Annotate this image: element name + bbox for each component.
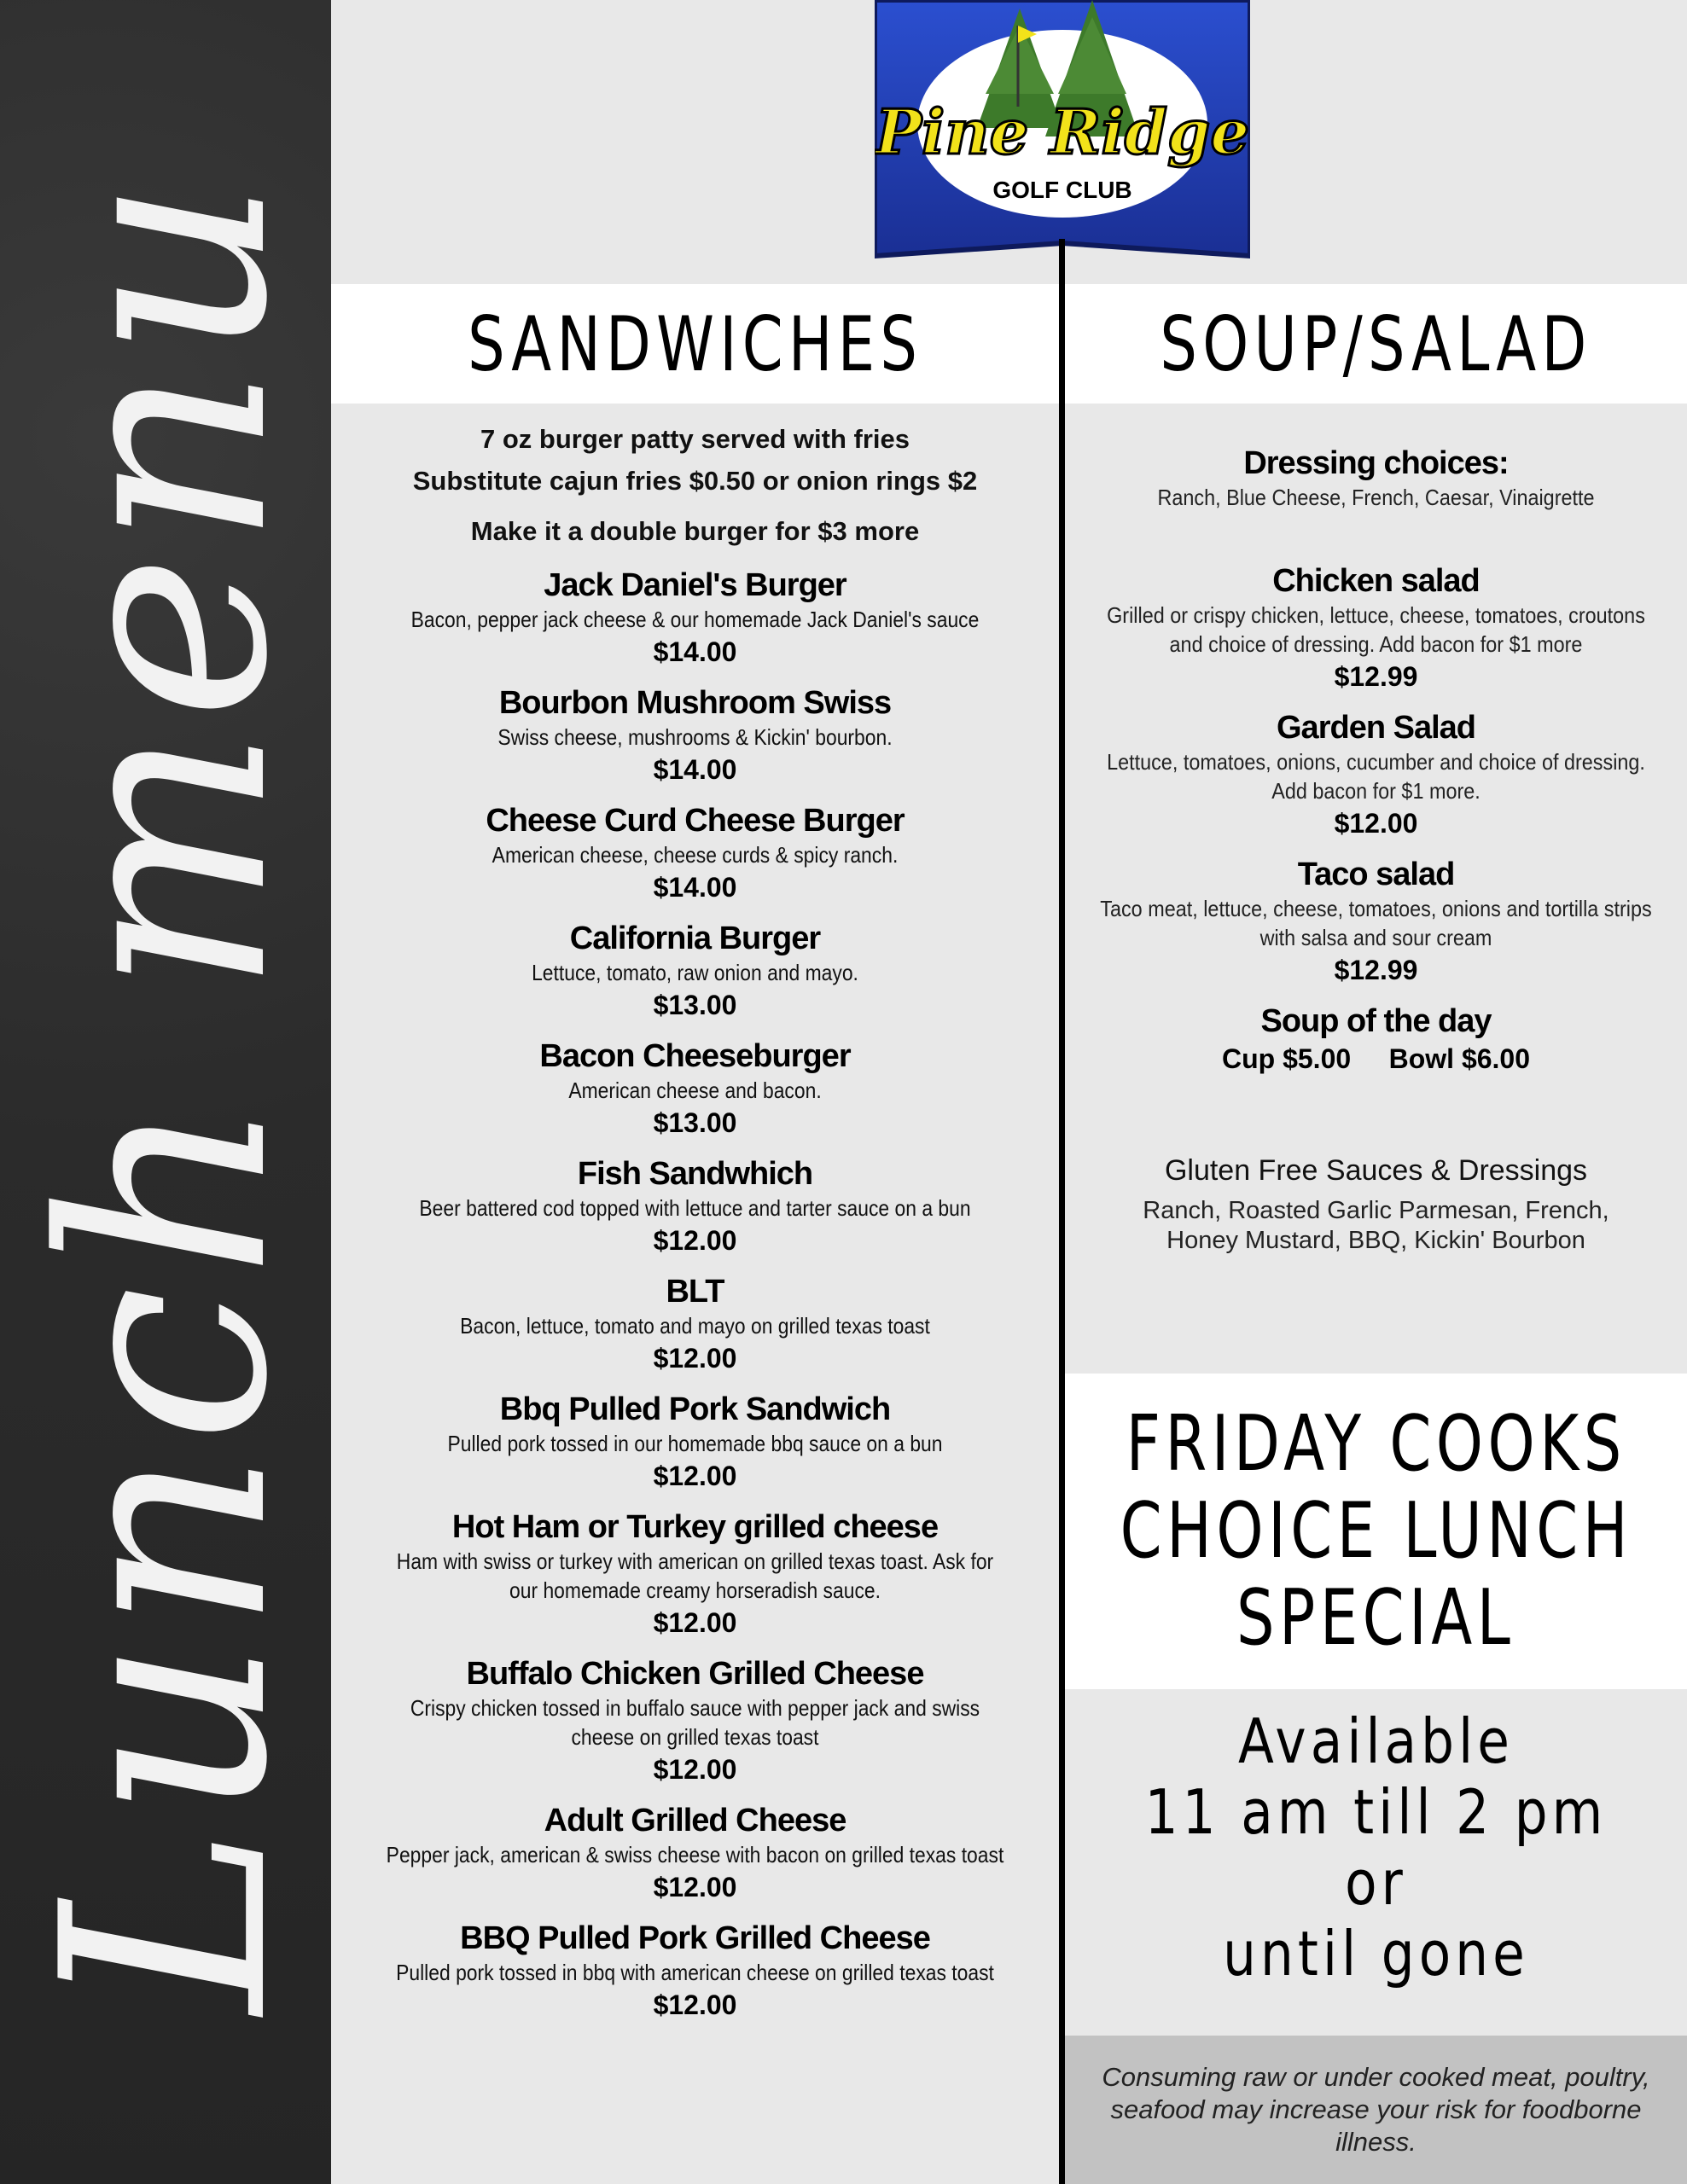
- menu-item: [331, 801, 1059, 905]
- left-banner: [0, 0, 331, 2184]
- item-description: Swiss cheese, mushrooms & Kickin' bourbon.: [497, 724, 893, 750]
- friday-title-line: FRIDAY COOKS: [1126, 1399, 1626, 1489]
- gluten-free-line: Honey Mustard, BBQ, Kickin' Bourbon: [1166, 1227, 1585, 1254]
- intro-line: Substitute cajun fries $0.50 or onion rings $2: [412, 466, 978, 496]
- item-name: Bourbon Mushroom Swiss: [498, 685, 892, 721]
- item-name: California Burger: [569, 921, 821, 956]
- item-name: Cheese Curd Cheese Burger: [486, 803, 905, 839]
- item-price: $12.99: [1334, 955, 1418, 985]
- item-price: $12.00: [653, 1872, 737, 1902]
- logo-name: Pine Ridge: [875, 96, 1250, 168]
- item-price: $12.00: [653, 1989, 737, 2020]
- menu-item: [331, 1037, 1059, 1141]
- item-name: Garden Salad: [1277, 710, 1475, 746]
- menu-item: [331, 1654, 1059, 1787]
- item-name: Fish Sandwhich: [577, 1156, 813, 1192]
- item-name: Chicken salad: [1272, 563, 1480, 599]
- availability-line: or: [1345, 1847, 1407, 1919]
- soup-salad-header: [1065, 284, 1687, 404]
- menu-item: [331, 1272, 1059, 1376]
- sandwiches-header: [331, 284, 1059, 404]
- sandwiches-title: SANDWICHES: [467, 299, 922, 388]
- menu-item: [1065, 1002, 1687, 1077]
- soup-of-day-title: Soup of the day: [1260, 1003, 1492, 1039]
- item-description: Crispy chicken tossed in buffalo sauce with pepper jack and swiss cheese on grilled texas toast: [410, 1695, 980, 1750]
- pine-ridge-logo: [875, 0, 1250, 269]
- item-description: Bacon, pepper jack cheese & our homemade Jack Daniel's sauce: [410, 607, 980, 632]
- availability-line: Available: [1238, 1705, 1514, 1777]
- item-price: $13.00: [653, 1107, 737, 1138]
- item-name: Hot Ham or Turkey grilled cheese: [451, 1509, 939, 1545]
- item-description: Lettuce, tomato, raw onion and mayo.: [532, 960, 858, 985]
- item-description: Beer battered cod topped with lettuce and tarter sauce on a bun: [419, 1195, 971, 1221]
- item-price: $12.00: [653, 1754, 737, 1785]
- item-price: $12.00: [1334, 808, 1418, 839]
- friday-special-header: [1065, 1374, 1687, 1689]
- sandwiches-list: [331, 418, 1059, 2023]
- soup-bowl-price: Bowl $6.00: [1388, 1043, 1531, 1074]
- item-description: Taco meat, lettuce, cheese, tomatoes, onions and tortilla strips with salsa and sour cream: [1100, 896, 1652, 950]
- menu-item: [1065, 561, 1687, 694]
- friday-title-line: CHOICE LUNCH: [1120, 1486, 1632, 1576]
- item-price: $12.00: [653, 1607, 737, 1638]
- item-name: Bacon Cheeseburger: [539, 1038, 851, 1074]
- intro-line: Make it a double burger for $3 more: [470, 516, 920, 546]
- item-price: $14.00: [653, 754, 737, 785]
- menu-item: [1065, 855, 1687, 988]
- item-name: Buffalo Chicken Grilled Cheese: [466, 1656, 924, 1692]
- friday-title-line: SPECIAL: [1236, 1573, 1515, 1663]
- item-name: BBQ Pulled Pork Grilled Cheese: [460, 1920, 930, 1956]
- item-name: Jack Daniel's Burger: [544, 567, 846, 603]
- dressing-list: Ranch, Blue Cheese, French, Caesar, Vinaigrette: [1157, 485, 1595, 510]
- availability-line: until gone: [1223, 1918, 1529, 1989]
- item-price: $12.00: [653, 1343, 737, 1374]
- item-description: Bacon, lettuce, tomato and mayo on grilled texas toast: [460, 1313, 930, 1339]
- gluten-free-section: [1065, 1152, 1687, 1256]
- item-price: $12.99: [1334, 661, 1418, 692]
- item-description: Pepper jack, american & swiss cheese with bacon on grilled texas toast: [386, 1842, 1004, 1867]
- intro-line: 7 oz burger patty served with fries: [480, 424, 910, 454]
- availability-line: 11 am till 2 pm: [1144, 1776, 1608, 1848]
- logo-subtitle: GOLF CLUB: [992, 177, 1132, 203]
- menu-item: [331, 1154, 1059, 1258]
- item-price: $12.00: [653, 1225, 737, 1256]
- item-name: Taco salad: [1297, 857, 1455, 892]
- menu-item: [331, 1390, 1059, 1494]
- item-description: Pulled pork tossed in our homemade bbq sauce on a bun: [447, 1431, 943, 1456]
- item-name: Bbq Pulled Pork Sandwich: [499, 1391, 891, 1427]
- item-price: $12.00: [653, 1461, 737, 1491]
- gluten-free-title: Gluten Free Sauces & Dressings: [1164, 1154, 1588, 1187]
- dressing-title: Dressing choices:: [1243, 445, 1509, 481]
- lunch-menu-script-title: Lunch menu: [2, 171, 329, 2013]
- menu-item: [331, 566, 1059, 670]
- item-price: $14.00: [653, 872, 737, 903]
- menu-item: [1065, 708, 1687, 841]
- item-price: $14.00: [653, 636, 737, 667]
- item-description: Pulled pork tossed in bbq with american cheese on grilled texas toast: [396, 1960, 994, 1985]
- soup-cup-price: Cup $5.00: [1221, 1043, 1352, 1074]
- soup-prices: [1065, 1041, 1687, 1077]
- food-safety-warning: Consuming raw or under cooked meat, poultry, seafood may increase your risk for foodborne illness.: [1065, 2036, 1687, 2184]
- availability: [1065, 1706, 1687, 1989]
- item-description: Lettuce, tomatoes, onions, cucumber and choice of dressing. Add bacon for $1 more.: [1107, 749, 1645, 804]
- item-price: $13.00: [653, 990, 737, 1020]
- menu-item: [331, 1507, 1059, 1641]
- menu-item: [331, 919, 1059, 1023]
- gluten-free-line: Ranch, Roasted Garlic Parmesan, French,: [1143, 1197, 1609, 1224]
- soup-salad-title: SOUP/SALAD: [1160, 299, 1592, 388]
- menu-item: [331, 1919, 1059, 2023]
- item-name: BLT: [666, 1274, 724, 1310]
- item-description: Grilled or crispy chicken, lettuce, cheese, tomatoes, croutons and choice of dressing. Add bacon for $1 more: [1107, 602, 1645, 657]
- item-description: Ham with swiss or turkey with american on grilled texas toast. Ask for our homemade creamy horseradish sauce.: [396, 1548, 994, 1603]
- column-divider: [1059, 239, 1065, 2184]
- menu-item: [331, 683, 1059, 787]
- soup-salad-list: [1065, 444, 1687, 1256]
- item-description: American cheese, cheese curds & spicy ranch.: [492, 842, 899, 868]
- item-name: Adult Grilled Cheese: [544, 1803, 846, 1838]
- item-description: American cheese and bacon.: [568, 1077, 822, 1103]
- menu-item: [331, 1801, 1059, 1905]
